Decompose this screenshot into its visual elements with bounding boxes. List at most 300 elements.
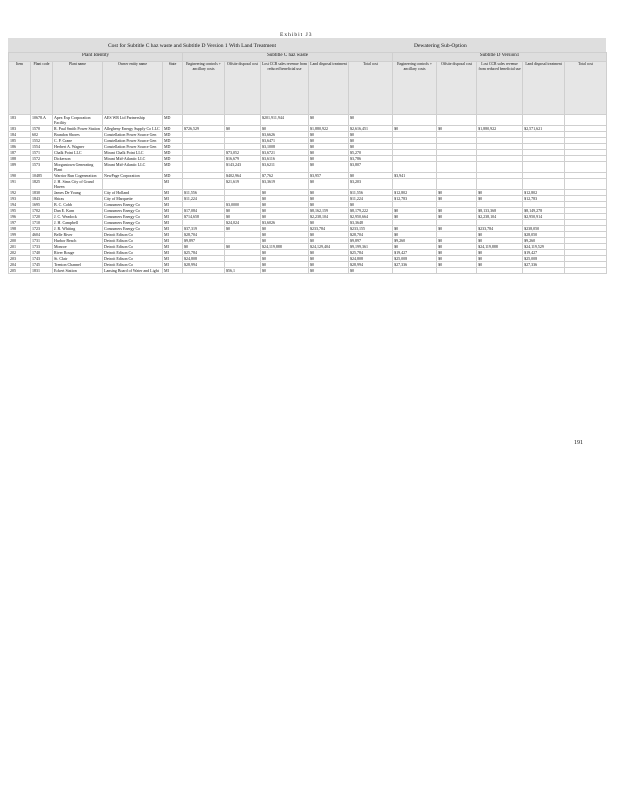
table-cell xyxy=(225,115,261,126)
table-cell: 188 xyxy=(9,156,31,162)
table-cell: Consumers Energy Co xyxy=(103,226,163,232)
table-cell: J. R. Whiting xyxy=(53,226,103,232)
table-cell: $2,616,451 xyxy=(349,126,393,132)
table-cell: Consumers Energy Co xyxy=(103,208,163,214)
table-cell: MI xyxy=(163,226,183,232)
table-cell: $28,994 xyxy=(349,262,393,268)
table-cell: 10678.A xyxy=(31,115,53,126)
table-cell: Harbor Beach xyxy=(53,238,103,244)
table-cell: MI xyxy=(163,190,183,196)
table-cell: $8,149,278 xyxy=(523,208,565,214)
table-cell: $2,950,914 xyxy=(523,214,565,220)
table-cell: Trenton Channel xyxy=(53,262,103,268)
group-subtitle-c: Subtitle C haz waste xyxy=(183,53,393,62)
table-cell xyxy=(437,179,477,190)
table-cell: $25,784 xyxy=(349,250,393,256)
table-cell: MD xyxy=(163,150,183,156)
column-header: Offsite disposal cost xyxy=(437,62,477,115)
table-cell: St. Clair xyxy=(53,256,103,262)
table-row xyxy=(9,179,607,190)
table-cell: $0 xyxy=(261,208,309,214)
table-cell: $0 xyxy=(477,250,523,256)
table-cell: City of Holland xyxy=(103,190,163,196)
table-cell: $3,6721 xyxy=(261,150,309,156)
table-cell xyxy=(477,115,523,126)
table-cell: Detroit Edison Co xyxy=(103,244,163,250)
table-cell xyxy=(523,162,565,173)
table-cell: $27,336 xyxy=(393,262,437,268)
table-cell: MD xyxy=(163,126,183,132)
table-cell: $0 xyxy=(437,262,477,268)
table-cell: Detroit Edison Co xyxy=(103,250,163,256)
table-cell: $0 xyxy=(309,138,349,144)
table-cell: $0 xyxy=(349,138,393,144)
table-cell: Mirant Chalk Point LLC xyxy=(103,150,163,156)
table-cell: Apex Exp Corporation Facility xyxy=(53,115,103,126)
table-cell: $0 xyxy=(225,214,261,220)
table-cell: Constellation Power Source Gen xyxy=(103,144,163,150)
table-cell: 4604 xyxy=(31,232,53,238)
table-cell: 202 xyxy=(9,250,31,256)
table-cell: MD xyxy=(163,115,183,126)
table-cell: Mirant Mid-Atlantic LLC xyxy=(103,162,163,173)
table-cell: $37,319 xyxy=(183,226,225,232)
table-cell: 602 xyxy=(31,132,53,138)
table-cell: $0 xyxy=(437,126,477,132)
table-cell xyxy=(183,115,225,126)
table-cell: $0 xyxy=(477,256,523,262)
table-cell: 1570 xyxy=(31,126,53,132)
table-cell: $0 xyxy=(437,214,477,220)
table-cell: 1743 xyxy=(31,256,53,262)
table-cell: $7,762 xyxy=(261,173,309,179)
table-cell xyxy=(523,268,565,274)
table-cell: $3,941 xyxy=(393,173,437,179)
table-row xyxy=(9,115,607,126)
group-subtitle-d: Subtitle D Version1 xyxy=(393,53,607,62)
table-cell: $3,203 xyxy=(349,179,393,190)
table-cell xyxy=(183,162,225,173)
table-cell: $9,260 xyxy=(393,238,437,244)
table-cell: MD xyxy=(163,156,183,162)
table-cell: $19,427 xyxy=(523,250,565,256)
table-cell: Detroit Edison Co xyxy=(103,238,163,244)
table-cell: $25,784 xyxy=(183,250,225,256)
table-cell: Chalk Point LLC xyxy=(53,150,103,156)
table-cell: $3,0000 xyxy=(225,202,261,208)
table-cell: $28,994 xyxy=(183,262,225,268)
table-cell: $0 xyxy=(349,144,393,150)
column-header: Plant code xyxy=(31,62,53,115)
table-cell: Dickerson xyxy=(53,156,103,162)
column-header: Offsite disposal cost xyxy=(225,62,261,115)
table-cell: $1,880,922 xyxy=(477,126,523,132)
table-cell: Mirant Mid-Atlantic LLC xyxy=(103,156,163,162)
table-cell: Detroit Edison Co xyxy=(103,232,163,238)
table-cell: $0 xyxy=(349,132,393,138)
table-cell: $714,658 xyxy=(183,214,225,220)
table-cell: $3,6026 xyxy=(261,220,309,226)
table-cell xyxy=(103,179,163,190)
table-row xyxy=(9,162,607,173)
table-cell: Allegheny Energy Supply Co LLC xyxy=(103,126,163,132)
table-cell: $0 xyxy=(261,232,309,238)
table-cell: 186 xyxy=(9,144,31,150)
table-cell: MD xyxy=(163,144,183,150)
table-cell: $0 xyxy=(393,226,437,232)
table-cell: 203 xyxy=(9,256,31,262)
table-cell: $0 xyxy=(225,208,261,214)
table-cell: $11,224 xyxy=(183,196,225,202)
table-cell: $0 xyxy=(309,156,349,162)
table-cell: 187 xyxy=(9,150,31,156)
table-cell: 1731 xyxy=(31,238,53,244)
table-cell: $0 xyxy=(393,208,437,214)
option-label: Dewatering Sub-Option xyxy=(414,43,467,49)
table-cell: $9,897 xyxy=(349,238,393,244)
table-cell: MI xyxy=(163,268,183,274)
table-cell: $24,808 xyxy=(349,256,393,262)
table-cell: $17,084 xyxy=(183,208,225,214)
table-cell: $0 xyxy=(477,238,523,244)
table-cell: $8,162,159 xyxy=(309,208,349,214)
table-cell: $9,199,361 xyxy=(349,244,393,250)
table-cell xyxy=(437,268,477,274)
column-header: State xyxy=(163,62,183,115)
table-cell: $0 xyxy=(309,162,349,173)
table-cell xyxy=(477,162,523,173)
column-header: Owner entity name xyxy=(103,62,163,115)
table-cell: 185 xyxy=(9,138,31,144)
table-cell: $28,050 xyxy=(523,232,565,238)
table-cell: $0 xyxy=(437,250,477,256)
table-cell: B. C. Cobb xyxy=(53,202,103,208)
table-cell xyxy=(183,179,225,190)
table-cell xyxy=(565,162,607,173)
table-cell: $0 xyxy=(437,196,477,202)
group-header-row xyxy=(9,53,607,62)
table-cell: Constellation Power Source Gen xyxy=(103,138,163,144)
table-cell: $12,783 xyxy=(393,196,437,202)
table-cell xyxy=(437,115,477,126)
table-cell: $0 xyxy=(437,238,477,244)
table-cell: $0 xyxy=(477,232,523,238)
table-cell: $9,897 xyxy=(183,238,225,244)
title-bar xyxy=(8,38,606,52)
table-cell: $0 xyxy=(349,115,393,126)
table-cell: $0 xyxy=(393,126,437,132)
table-cell: $0 xyxy=(349,202,393,208)
table-cell: $0 xyxy=(225,226,261,232)
table-cell: Belle River xyxy=(53,232,103,238)
table-cell: $3,6626 xyxy=(261,132,309,138)
table-cell: $16,679 xyxy=(225,156,261,162)
table-cell: Herbert A. Wagner xyxy=(53,144,103,150)
table-cell: $0 xyxy=(225,244,261,250)
table-cell: $0 xyxy=(437,256,477,262)
table-cell: $0 xyxy=(183,244,225,250)
table-cell: Morgantown Generating Plant xyxy=(53,162,103,173)
table-cell xyxy=(393,115,437,126)
table-cell: MI xyxy=(163,202,183,208)
table-cell: $3,3648 xyxy=(349,220,393,226)
table-cell xyxy=(523,179,565,190)
table-cell: $726,529 xyxy=(183,126,225,132)
column-header: Engineering controls + ancillary costs xyxy=(393,62,437,115)
table-cell: $0 xyxy=(393,244,437,250)
table-cell: $0 xyxy=(309,132,349,138)
table-cell: $8,179,222 xyxy=(349,208,393,214)
table-cell: $21,619 xyxy=(225,179,261,190)
table-cell: $0 xyxy=(261,196,309,202)
table-cell: MI xyxy=(163,179,183,190)
table-cell: James De Young xyxy=(53,190,103,196)
table-cell: $3,3619 xyxy=(261,179,309,190)
table-cell: $0 xyxy=(309,220,349,226)
table-cell: $0 xyxy=(261,126,309,132)
table-cell: $24,119,888 xyxy=(261,244,309,250)
table-cell: $0 xyxy=(477,190,523,196)
table-cell: MD xyxy=(163,138,183,144)
table-cell: 1702 xyxy=(31,208,53,214)
table-cell: 192 xyxy=(9,190,31,196)
table-cell: $11,556 xyxy=(183,190,225,196)
table-cell: 205 xyxy=(9,268,31,274)
table-cell: $0 xyxy=(437,226,477,232)
table-cell: $25,008 xyxy=(523,256,565,262)
table-row xyxy=(9,268,607,274)
table-cell: $0 xyxy=(309,196,349,202)
table-cell: $0 xyxy=(309,256,349,262)
exhibit-label: Exhibit J3 xyxy=(280,32,313,38)
table-cell: $0 xyxy=(261,238,309,244)
table-cell: $0 xyxy=(393,232,437,238)
table-cell: $25,008 xyxy=(393,256,437,262)
table-cell: $0 xyxy=(309,115,349,126)
table-cell: $5,270 xyxy=(349,150,393,156)
table-cell: 1571 xyxy=(31,150,53,156)
table-cell: MI xyxy=(163,220,183,226)
table-cell: 1552 xyxy=(31,138,53,144)
table-cell: MI xyxy=(163,208,183,214)
table-cell xyxy=(477,268,523,274)
table-cell: $2,571,621 xyxy=(523,126,565,132)
table-cell: $0 xyxy=(393,214,437,220)
column-header: Engineering controls + ancillary costs xyxy=(183,62,225,115)
table-cell: $8,133,368 xyxy=(477,208,523,214)
table-cell: Brandon Shores xyxy=(53,132,103,138)
table-cell: $0 xyxy=(309,262,349,268)
table-cell: $28,704 xyxy=(183,232,225,238)
table-cell: 195 xyxy=(9,208,31,214)
table-cell: 196 xyxy=(9,214,31,220)
table-cell: Consumers Energy Co xyxy=(103,202,163,208)
table-cell: $201,911,944 xyxy=(261,115,309,126)
table-cell: $24,119,888 xyxy=(477,244,523,250)
table-cell: 1723 xyxy=(31,226,53,232)
table-cell: $11,224 xyxy=(349,196,393,202)
table-cell: $3,1008 xyxy=(261,144,309,150)
table-cell: 1830 xyxy=(31,190,53,196)
table-cell: $3,6211 xyxy=(261,162,309,173)
table-cell: Detroit Edison Co xyxy=(103,262,163,268)
table-cell: $19,427 xyxy=(393,250,437,256)
table-cell: 1733 xyxy=(31,244,53,250)
table-cell: $233,784 xyxy=(477,226,523,232)
table-cell: $0 xyxy=(261,214,309,220)
table-cell: $73,052 xyxy=(225,150,261,156)
column-header: Total cost xyxy=(349,62,393,115)
table-cell: 1573 xyxy=(31,162,53,173)
table-cell: R. Paul Smith Power Station xyxy=(53,126,103,132)
table-cell: 1554 xyxy=(31,144,53,150)
table-cell: $24,129,404 xyxy=(309,244,349,250)
table-cell: $1,880,922 xyxy=(309,126,349,132)
table-cell: Consumers Energy Co xyxy=(103,220,163,226)
table-cell: $0 xyxy=(225,126,261,132)
table-cell: MD xyxy=(163,162,183,173)
table-cell: Dan E. Karn xyxy=(53,208,103,214)
table-cell: $0 xyxy=(349,268,393,274)
table-cell: Monroe xyxy=(53,244,103,250)
table-cell: 183 xyxy=(9,115,31,126)
group-plant-identity: Plant Identity xyxy=(9,53,183,62)
table-cell: 190 xyxy=(9,173,31,179)
table-cell: $28,704 xyxy=(349,232,393,238)
table-cell: 1831 xyxy=(31,268,53,274)
page-number: 191 xyxy=(574,440,583,446)
table-cell: River Rouge xyxy=(53,250,103,256)
table-cell: $0 xyxy=(437,208,477,214)
table-cell: $233,784 xyxy=(309,226,349,232)
table-cell: $0 xyxy=(349,173,393,179)
table-cell: 1720 xyxy=(31,214,53,220)
table-cell: Warrior Run Cogeneration xyxy=(53,173,103,179)
column-header: Land disposal treatment xyxy=(309,62,349,115)
table-cell: MI xyxy=(163,238,183,244)
table-cell: MI xyxy=(163,250,183,256)
table-cell: 191 xyxy=(9,179,31,190)
table-cell xyxy=(565,268,607,274)
table-cell: 1695 xyxy=(31,202,53,208)
table-cell: 10485 xyxy=(31,173,53,179)
table-cell: 193 xyxy=(9,196,31,202)
table-cell: $24,024 xyxy=(225,220,261,226)
table-cell: $0 xyxy=(261,262,309,268)
table-cell: 198 xyxy=(9,226,31,232)
table-cell: $0 xyxy=(309,268,349,274)
table-cell: $0 xyxy=(437,190,477,196)
table-cell: $2,238,104 xyxy=(477,214,523,220)
table-cell: $233,155 xyxy=(349,226,393,232)
table-cell: $0 xyxy=(261,190,309,196)
table-cell: $0 xyxy=(309,238,349,244)
table-cell: $12,783 xyxy=(523,196,565,202)
table-cell: $11,556 xyxy=(349,190,393,196)
table-cell: J. H. Campbell xyxy=(53,220,103,226)
table-cell: MD xyxy=(163,173,183,179)
cost-table xyxy=(8,52,607,274)
table-cell xyxy=(393,179,437,190)
table-cell: 199 xyxy=(9,232,31,238)
table-cell: Eckert Station xyxy=(53,268,103,274)
table-cell: 194 xyxy=(9,202,31,208)
table-cell: 201 xyxy=(9,244,31,250)
table-cell: $3,957 xyxy=(309,173,349,179)
table-cell xyxy=(183,268,225,274)
table-body xyxy=(9,115,607,274)
table-cell: $0 xyxy=(437,244,477,250)
column-header: Lost CCR sales revenue from reduced beneficial use xyxy=(477,62,523,115)
table-cell: 1710 xyxy=(31,220,53,226)
table-cell: 189 xyxy=(9,162,31,173)
table-cell: $238,050 xyxy=(523,226,565,232)
table-cell: AES WR Ltd Partnership xyxy=(103,115,163,126)
table-title: Cost for Subtitle C haz waste and Subtitle D Version 1 With Land Treatment xyxy=(108,43,277,49)
table-cell: MI xyxy=(163,244,183,250)
column-header: Land disposal treatment xyxy=(523,62,565,115)
table-cell: $0 xyxy=(261,268,309,274)
table-cell: $12,802 xyxy=(393,190,437,196)
table-cell: MI xyxy=(163,256,183,262)
column-header: Item xyxy=(9,62,31,115)
table-cell: Consumers Energy Co xyxy=(103,214,163,220)
table-cell: $0 xyxy=(477,196,523,202)
table-cell: $3,807 xyxy=(349,162,393,173)
table-cell xyxy=(393,162,437,173)
table-cell: $24,808 xyxy=(183,256,225,262)
table-cell: MI xyxy=(163,232,183,238)
table-cell: 1825 xyxy=(31,179,53,190)
table-cell: $0 xyxy=(309,190,349,196)
table-cell xyxy=(523,115,565,126)
table-cell: NewPage Corporation xyxy=(103,173,163,179)
table-cell: $2,950,664 xyxy=(349,214,393,220)
table-cell xyxy=(393,268,437,274)
table-cell xyxy=(565,179,607,190)
table-cell: $0 xyxy=(261,250,309,256)
table-cell: 1572 xyxy=(31,156,53,162)
table-cell xyxy=(565,115,607,126)
table-cell: MD xyxy=(163,132,183,138)
table-cell: 204 xyxy=(9,262,31,268)
table-cell: MI xyxy=(163,214,183,220)
table-cell: $0 xyxy=(261,226,309,232)
table-cell: $0 xyxy=(309,250,349,256)
table-cell: J. H. Sims City of Grand Haven xyxy=(53,179,103,190)
table-cell: $0 xyxy=(309,144,349,150)
table-cell xyxy=(437,162,477,173)
table-cell: J. C. Weadock xyxy=(53,214,103,220)
table-cell: 1740 xyxy=(31,250,53,256)
table-cell: $0 xyxy=(309,232,349,238)
table-cell: $56,1 xyxy=(225,268,261,274)
table-cell: $12,802 xyxy=(523,190,565,196)
table-cell: $3,6471 xyxy=(261,138,309,144)
table-cell: 1745 xyxy=(31,262,53,268)
column-header: Plant name xyxy=(53,62,103,115)
table-cell: Lansing Board of Water and Light xyxy=(103,268,163,274)
table-cell: Detroit Edison Co xyxy=(103,256,163,262)
table-cell: $0 xyxy=(477,262,523,268)
table-cell: 1843 xyxy=(31,196,53,202)
column-header: Total cost xyxy=(565,62,607,115)
table-cell: 183 xyxy=(9,126,31,132)
table-cell xyxy=(477,179,523,190)
table-cell: $3,6116 xyxy=(261,156,309,162)
table-cell: $0 xyxy=(309,202,349,208)
table-cell: $27,336 xyxy=(523,262,565,268)
